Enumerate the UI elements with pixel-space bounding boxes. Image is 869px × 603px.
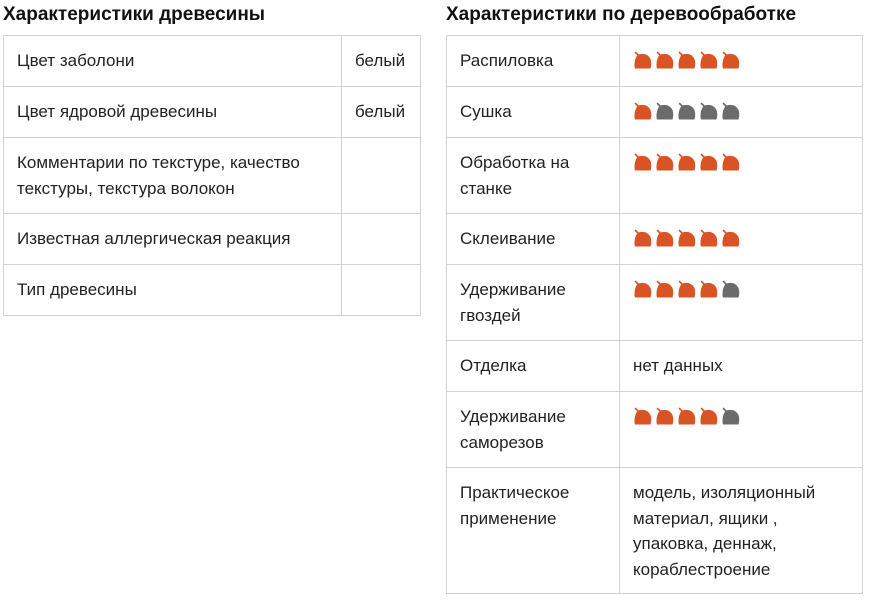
leaf-filled-icon bbox=[655, 50, 675, 70]
row-value: белый bbox=[342, 87, 421, 138]
rating-cell bbox=[620, 87, 863, 138]
leaf-filled-icon bbox=[699, 228, 719, 248]
row-label: Цвет ядровой древесины bbox=[4, 87, 342, 138]
row-label: Практическое применение bbox=[447, 468, 620, 594]
leaf-filled-icon bbox=[721, 152, 741, 172]
table-row bbox=[4, 36, 421, 87]
leaf-empty-icon bbox=[699, 101, 719, 121]
rating-cell bbox=[620, 36, 863, 87]
section-title: Характеристики по деревообработке bbox=[446, 4, 797, 25]
row-label: Комментарии по текстуре, качество текстуры, текстура волокон bbox=[4, 138, 342, 214]
row-label: Известная аллергическая реакция bbox=[4, 214, 342, 265]
rating-cell bbox=[620, 214, 863, 265]
row-label: Склеивание bbox=[447, 214, 620, 265]
leaf-filled-icon bbox=[699, 50, 719, 70]
rating-cell bbox=[620, 265, 863, 341]
table-row bbox=[447, 468, 863, 594]
table-row bbox=[447, 392, 863, 468]
leaf-empty-icon bbox=[677, 101, 697, 121]
row-value bbox=[342, 138, 421, 214]
leaf-filled-icon bbox=[655, 279, 675, 299]
leaf-filled-icon bbox=[677, 50, 697, 70]
leaf-filled-icon bbox=[721, 50, 741, 70]
leaf-filled-icon bbox=[677, 279, 697, 299]
row-label: Распиловка bbox=[447, 36, 620, 87]
leaf-rating bbox=[633, 99, 850, 121]
leaf-filled-icon bbox=[633, 101, 653, 121]
table-row bbox=[447, 138, 863, 214]
table-row bbox=[4, 138, 421, 214]
row-label: Обработка на станке bbox=[447, 138, 620, 214]
rating-cell bbox=[620, 392, 863, 468]
row-value: модель, изоляционный материал, ящики , упаковка, деннаж, кораблестроение bbox=[620, 468, 863, 594]
leaf-filled-icon bbox=[633, 228, 653, 248]
table-row bbox=[447, 341, 863, 392]
rating-cell bbox=[620, 138, 863, 214]
leaf-filled-icon bbox=[655, 406, 675, 426]
leaf-empty-icon bbox=[655, 101, 675, 121]
leaf-filled-icon bbox=[633, 152, 653, 172]
row-label: Удерживание саморезов bbox=[447, 392, 620, 468]
leaf-filled-icon bbox=[655, 228, 675, 248]
leaf-filled-icon bbox=[677, 228, 697, 248]
table-row bbox=[4, 87, 421, 138]
leaf-filled-icon bbox=[633, 406, 653, 426]
leaf-filled-icon bbox=[721, 228, 741, 248]
leaf-rating bbox=[633, 277, 850, 299]
woodworking-characteristics-table bbox=[446, 35, 863, 594]
table-row bbox=[447, 265, 863, 341]
leaf-rating bbox=[633, 404, 850, 426]
leaf-rating bbox=[633, 226, 850, 248]
row-value: белый bbox=[342, 36, 421, 87]
table-row bbox=[4, 265, 421, 316]
row-value bbox=[342, 265, 421, 316]
leaf-filled-icon bbox=[677, 406, 697, 426]
leaf-empty-icon bbox=[721, 279, 741, 299]
row-label: Сушка bbox=[447, 87, 620, 138]
leaf-filled-icon bbox=[633, 50, 653, 70]
leaf-filled-icon bbox=[699, 279, 719, 299]
leaf-empty-icon bbox=[721, 101, 741, 121]
wood-characteristics-section bbox=[3, 0, 421, 316]
row-value: нет данных bbox=[620, 341, 863, 392]
leaf-rating bbox=[633, 150, 850, 172]
table-row bbox=[4, 214, 421, 265]
leaf-empty-icon bbox=[721, 406, 741, 426]
leaf-filled-icon bbox=[655, 152, 675, 172]
section-title: Характеристики древесины bbox=[3, 4, 266, 25]
leaf-filled-icon bbox=[677, 152, 697, 172]
row-label: Тип древесины bbox=[4, 265, 342, 316]
row-label: Цвет заболони bbox=[4, 36, 342, 87]
table-row bbox=[447, 214, 863, 265]
row-value bbox=[342, 214, 421, 265]
row-label: Удерживание гвоздей bbox=[447, 265, 620, 341]
row-label: Отделка bbox=[447, 341, 620, 392]
leaf-rating bbox=[633, 48, 850, 70]
wood-characteristics-table bbox=[3, 35, 421, 316]
leaf-filled-icon bbox=[699, 152, 719, 172]
table-row bbox=[447, 36, 863, 87]
table-row bbox=[447, 87, 863, 138]
leaf-filled-icon bbox=[699, 406, 719, 426]
woodworking-characteristics-section bbox=[446, 0, 863, 594]
leaf-filled-icon bbox=[633, 279, 653, 299]
